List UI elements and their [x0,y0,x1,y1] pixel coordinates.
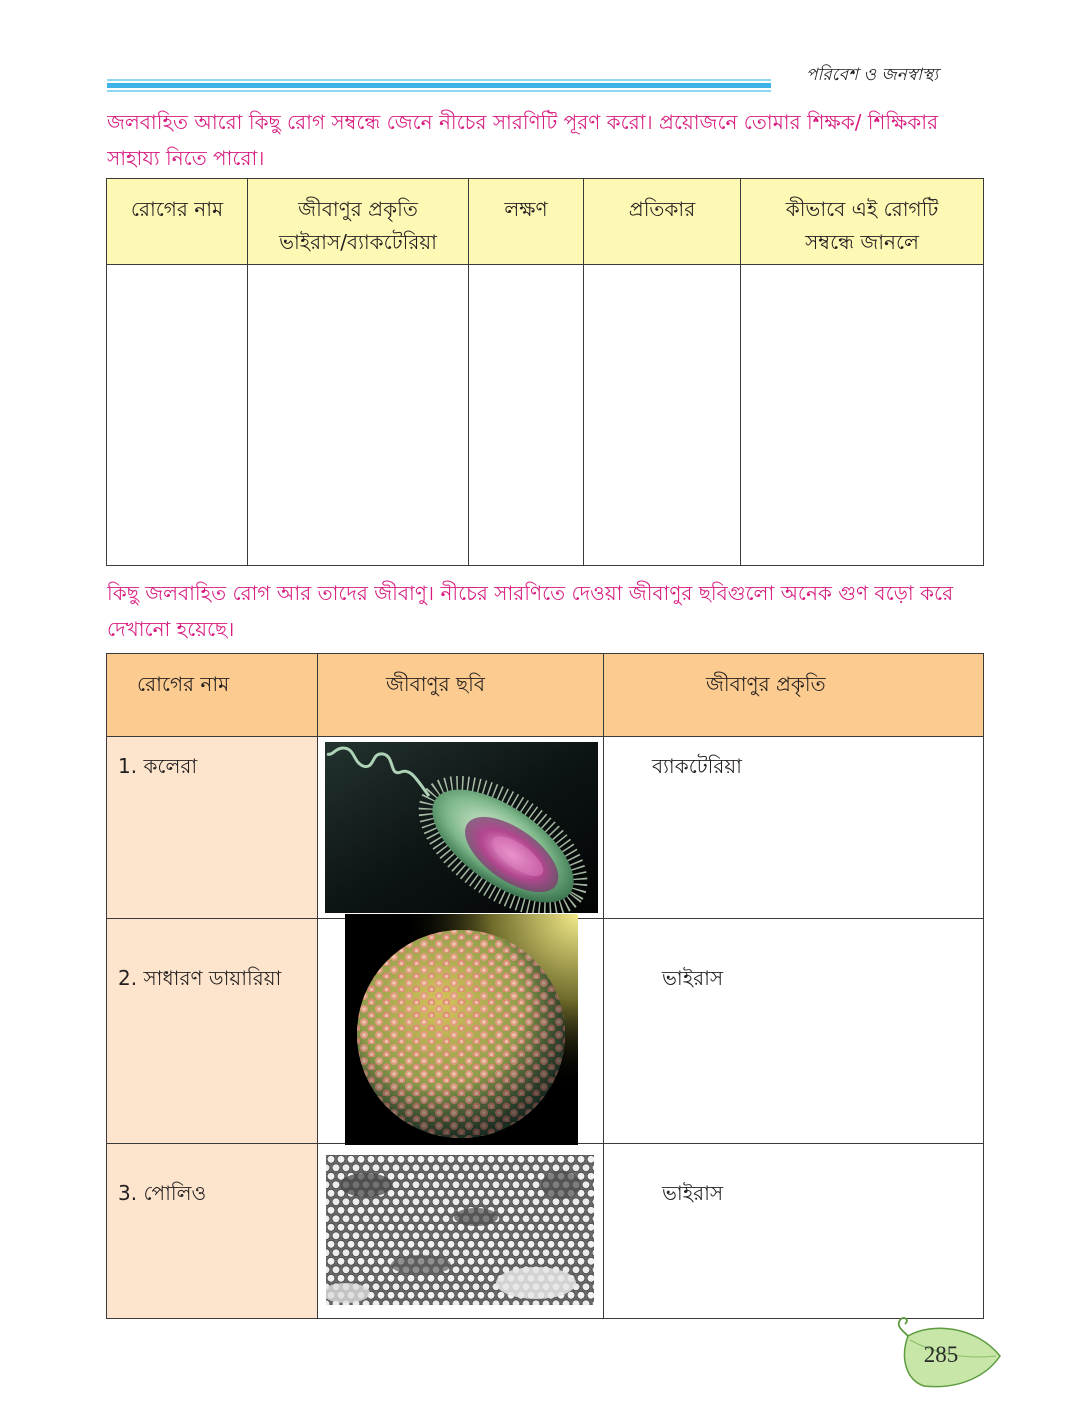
header-disease-name: রোগের নাম [107,654,318,737]
header-label: প্রতিকার [628,197,696,221]
polio-virus-image [326,1155,594,1305]
header-sublabel: সম্বন্ধে জানলে [805,230,919,254]
header-rule [107,79,771,81]
germ-nature-cell: ব্যাকটেরিয়া [604,737,984,919]
blank-answer-cell [248,265,469,566]
germ-nature-cell: ভাইরাস [604,919,984,1144]
blank-answer-cell [469,265,584,566]
table-header-row [107,179,984,265]
header-disease-name [107,179,248,265]
header-rule [107,83,771,88]
instruction-paragraph-2: কিছু জলবাহিত রোগ আর তাদের জীবাণু। নীচের সারণিতে দেওয়া জীবাণুর ছবিগুলো অনেক গুণ বড়ো করে দেখানো হয়েছে। [107,581,954,641]
header-label: রোগের নাম [130,197,224,221]
diarrhoea-virus-image [345,914,578,1145]
header-label: কীভাবে এই রোগটি [785,197,939,221]
header-label: জীবাণুর প্রকৃতি [298,197,418,221]
header-germ-picture: জীবাণুর ছবি [318,654,604,737]
disease-name-cell: 1. কলেরা [107,737,318,919]
table-row [107,265,984,566]
header-germ-nature: জীবাণুর প্রকৃতি [604,654,984,737]
header-sublabel: ভাইরাস/ব্যাকটেরিয়া [279,230,437,254]
blank-answer-cell [107,265,248,566]
blank-answer-cell [741,265,984,566]
germ-nature-cell: ভাইরাস [604,1144,984,1319]
page-number: 285 [923,1342,959,1367]
disease-name-cell: 3. পোলিও [107,1144,318,1319]
disease-worksheet-table [106,178,984,566]
header-germ-nature [248,179,469,265]
header-label: লক্ষণ [504,197,548,221]
header-symptoms [469,179,584,265]
disease-name-cell: 2. সাধারণ ডায়ারিয়া [107,919,318,1144]
instruction-paragraph-1: জলবাহিত আরো কিছু রোগ সম্বন্ধে জেনে নীচের সারণিটি পূরণ করো। প্রয়োজনে তোমার শিক্ষক/ শিক্ষিকার সাহায্য নিতে পারো। [107,110,939,170]
running-title: পরিবেশ ও জনস্বাস্থ্য [806,65,939,85]
header-rule [107,90,771,92]
header-remedy [584,179,741,265]
table-header-row [107,654,984,737]
header-how-learned [741,179,984,265]
cholera-bacterium-image [325,742,598,913]
blank-answer-cell [584,265,741,566]
